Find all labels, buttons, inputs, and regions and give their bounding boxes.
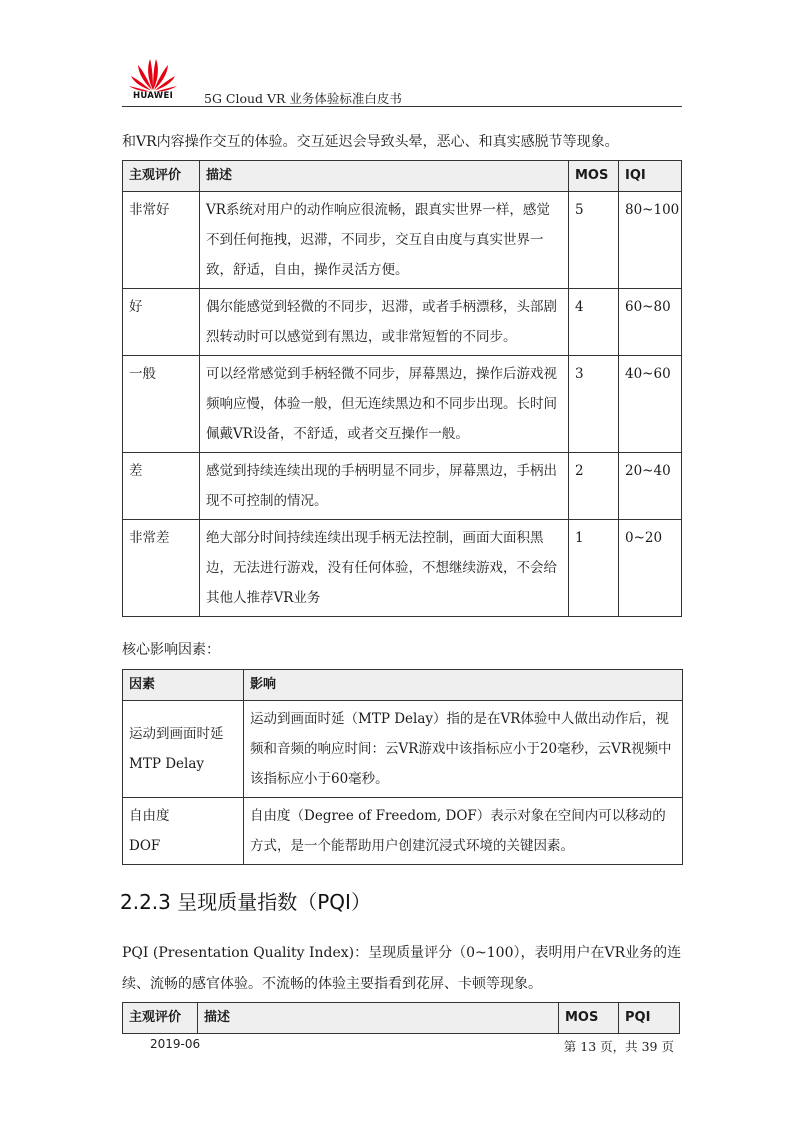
table-row	[123, 520, 682, 617]
pqi-rating-table	[122, 1002, 680, 1034]
factor-cell	[123, 701, 244, 798]
mos-cell: 3	[569, 356, 619, 453]
header-impact: 影响	[244, 670, 683, 701]
impact-cell: 自由度（Degree of Freedom, DOF）表示对象在空间内可以移动的方式，是一个能帮助用户创建沉浸式环境的关键因素。	[244, 798, 683, 865]
description-cell: 可以经常感觉到手柄轻微不同步，屏幕黑边，操作后游戏视频响应慢，体验一般，但无连续黑边和不同步出现。长时间佩戴VR设备，不舒适，或者交互操作一般。	[200, 356, 569, 453]
table-row	[123, 192, 682, 289]
factors-label: 核心影响因素：	[122, 642, 220, 658]
factors-table	[122, 669, 683, 865]
description-cell: 偶尔能感觉到轻微的不同步，迟滞，或者手柄漂移，头部剧烈转动时可以感觉到有黑边，或非常短暂的不同步。	[200, 289, 569, 356]
factor-cell	[123, 798, 244, 865]
intro-paragraph: 和VR内容操作交互的体验。交互延迟会导致头晕，恶心、和真实感脱节等现象。	[122, 134, 619, 150]
description-cell: VR系统对用户的动作响应很流畅，跟真实世界一样，感觉不到任何拖拽，迟滞，不同步，交互自由度与真实世界一致，舒适，自由，操作灵活方便。	[200, 192, 569, 289]
header-rating: 主观评价	[123, 1003, 198, 1034]
header-iqi: IQI	[619, 161, 682, 192]
iqi-rating-table	[122, 160, 682, 617]
header-factor: 因素	[123, 670, 244, 701]
footer-date: 2019-06	[150, 1037, 201, 1051]
mos-cell: 5	[569, 192, 619, 289]
mos-cell: 4	[569, 289, 619, 356]
table-row	[123, 453, 682, 520]
table-row	[123, 356, 682, 453]
header-mos: MOS	[569, 161, 619, 192]
table-row	[123, 289, 682, 356]
footer-page-number: 第 13 页，共 39 页	[563, 1039, 674, 1054]
factor-name: 运动到画面时延	[129, 726, 224, 742]
rating-cell: 差	[123, 453, 200, 520]
table-header-row	[123, 161, 682, 192]
factor-abbrev: MTP Delay	[129, 756, 205, 772]
rating-cell: 非常差	[123, 520, 200, 617]
factor-name: 自由度	[129, 808, 170, 824]
table-header-row	[123, 670, 683, 701]
impact-cell: 运动到画面时延（MTP Delay）指的是在VR体验中人做出动作后，视频和音频的响应时间：云VR游戏中该指标应小于20毫秒，云VR视频中该指标应小于60毫秒。	[244, 701, 683, 798]
description-cell: 绝大部分时间持续连续出现手柄无法控制，画面大面积黑边，无法进行游戏，没有任何体验，不想继续游戏，不会给其他人推荐VR业务	[200, 520, 569, 617]
table-row	[123, 701, 683, 798]
iqi-cell: 80~100	[619, 192, 682, 289]
rating-cell: 非常好	[123, 192, 200, 289]
table-row	[123, 798, 683, 865]
rating-cell: 好	[123, 289, 200, 356]
header-description: 描述	[200, 161, 569, 192]
iqi-cell: 60~80	[619, 289, 682, 356]
header-pqi: PQI	[619, 1003, 680, 1034]
header-rating: 主观评价	[123, 161, 200, 192]
description-cell: 感觉到持续连续出现的手柄明显不同步，屏幕黑边，手柄出现不可控制的情况。	[200, 453, 569, 520]
table-header-row	[123, 1003, 680, 1034]
logo-wordmark: HUAWEI	[132, 91, 174, 101]
document-title: 5G Cloud VR 业务体验标准白皮书	[204, 91, 402, 106]
iqi-cell: 0~20	[619, 520, 682, 617]
pqi-paragraph: PQI (Presentation Quality Index)：呈现质量评分（0~100），表明用户在VR业务的连续、流畅的感官体验。不流畅的体验主要指看到花屏、卡顿等现象。	[122, 945, 682, 992]
iqi-cell: 20~40	[619, 453, 682, 520]
header-divider	[122, 106, 682, 107]
header-description: 描述	[198, 1003, 559, 1034]
rating-cell: 一般	[123, 356, 200, 453]
iqi-cell: 40~60	[619, 356, 682, 453]
mos-cell: 2	[569, 453, 619, 520]
factor-abbrev: DOF	[129, 838, 161, 854]
section-heading: 2.2.3 呈现质量指数（PQI）	[120, 890, 371, 914]
mos-cell: 1	[569, 520, 619, 617]
header-mos: MOS	[559, 1003, 619, 1034]
